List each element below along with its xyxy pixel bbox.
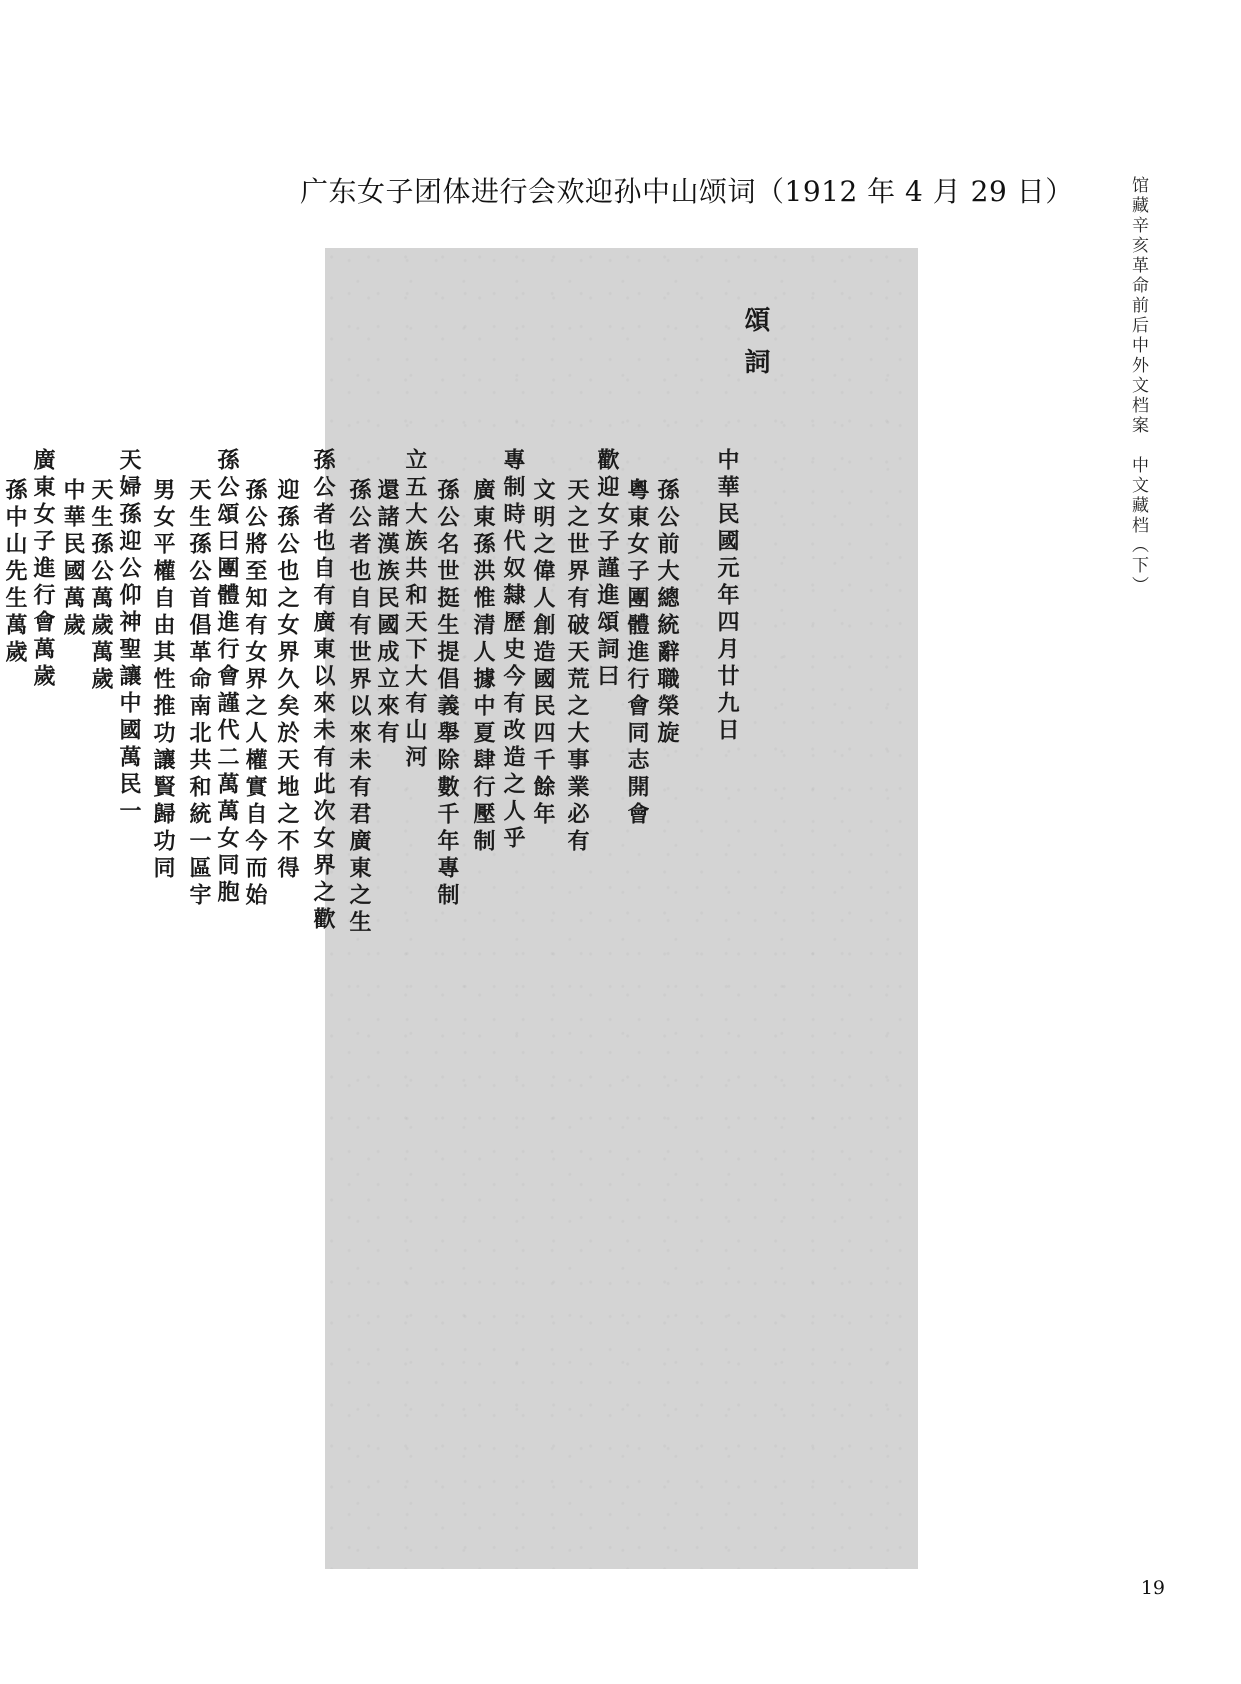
manuscript-line: 天婦孫迎公仰神聖讓中國萬民一 (116, 448, 142, 826)
manuscript-line: 男女平權自由其性推功讓賢歸功同 (150, 478, 176, 883)
manuscript-line: 天生孫公萬歲萬歲 (88, 478, 114, 694)
manuscript-heading: 頌詞 (740, 306, 770, 390)
page-title: 广东女子团体进行会欢迎孙中山颂词（1912 年 4 月 29 日） (300, 175, 1074, 208)
running-header: 馆藏辛亥革命前后中外文档案 中文藏档（下） (1128, 176, 1148, 596)
manuscript-line: 中華民國元年四月廿九日 (714, 448, 740, 745)
manuscript-line: 孫公前大總統辭職榮旋 (654, 478, 680, 748)
manuscript-columns (2, 248, 918, 1569)
manuscript-line: 立五大族共和天下大有山河 (402, 448, 428, 772)
manuscript-line: 孫公者也自有廣東以來未有此次女界之歡 (310, 448, 336, 934)
manuscript-line: 粵東女子團體進行會同志開會 (624, 478, 650, 829)
manuscript-line: 歡迎女子謹進頌詞曰 (594, 448, 620, 691)
manuscript-line: 專制時代奴隸歷史今有改造之人乎 (500, 448, 526, 853)
manuscript-line: 廣東女子進行會萬歲 (30, 448, 56, 691)
manuscript-scan (2, 248, 918, 1569)
manuscript-line: 天生孫公首倡革命南北共和統一區宇 (186, 478, 212, 910)
manuscript-line: 中華民國萬歲 (60, 478, 86, 640)
manuscript-line: 孫公名世挺生提倡義舉除數千年專制 (434, 478, 460, 910)
manuscript-line: 孫公者也自有世界以來未有君廣東之生 (346, 478, 372, 937)
manuscript-line: 孫中山先生萬歲 (2, 478, 28, 667)
page-number: 19 (1140, 1577, 1165, 1599)
manuscript-line: 孫公將至知有女界之人權實自今而始 (242, 478, 268, 910)
manuscript-line: 還諸漢族民國成立來有 (374, 478, 400, 748)
manuscript-line: 天之世界有破天荒之大事業必有 (564, 478, 590, 856)
manuscript-line: 孫公頌曰團體進行會謹代二萬萬女同胞 (214, 448, 240, 907)
manuscript-line: 迎孫公也之女界久矣於天地之不得 (274, 478, 300, 883)
manuscript-line: 文明之偉人創造國民四千餘年 (530, 478, 556, 829)
manuscript-line: 廣東孫洪惟清人據中夏肆行壓制 (470, 478, 496, 856)
